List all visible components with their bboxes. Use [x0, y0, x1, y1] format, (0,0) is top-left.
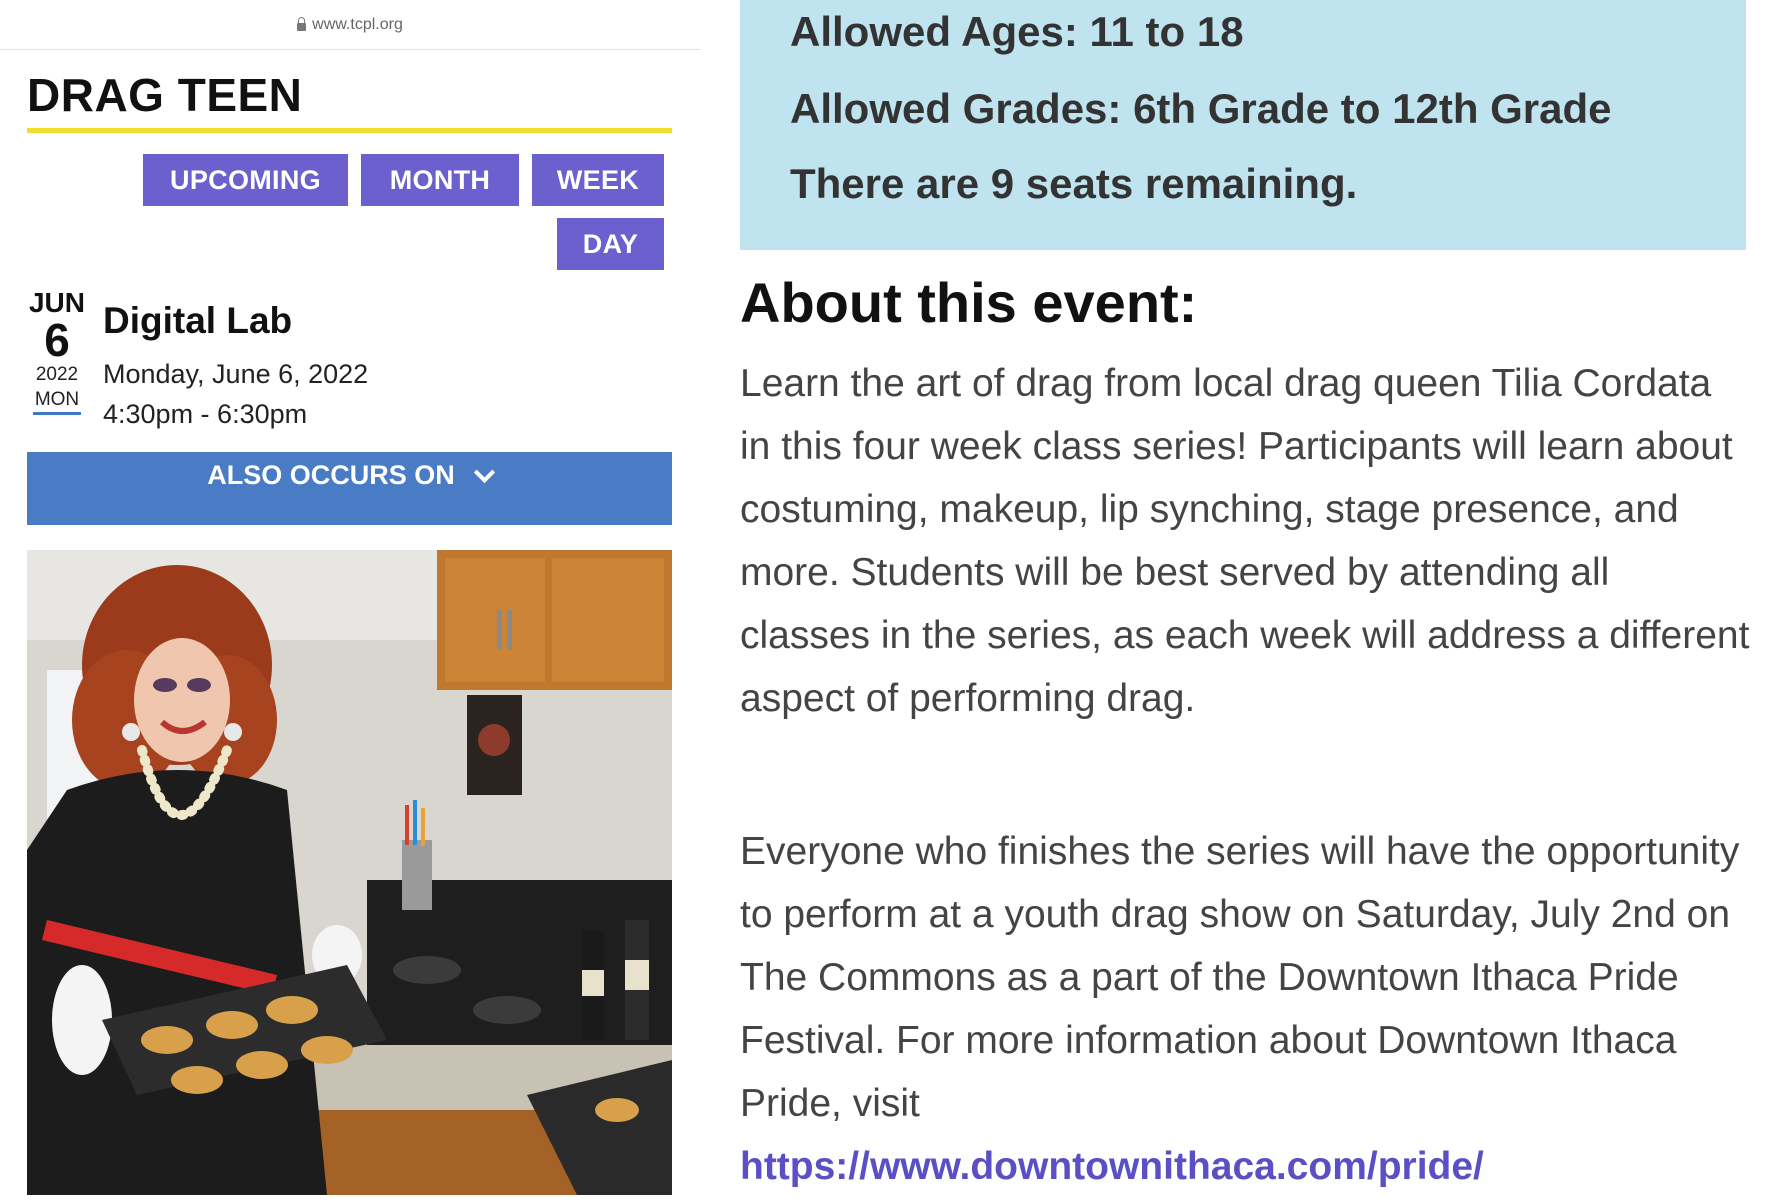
browser-url-bar[interactable] [0, 0, 700, 50]
month-button[interactable]: MONTH [361, 154, 519, 206]
upcoming-button[interactable]: UPCOMING [143, 154, 348, 206]
allowed-grades: Allowed Grades: 6th Grade to 12th Grade [790, 85, 1612, 132]
week-button[interactable]: WEEK [532, 154, 664, 206]
event-location: Digital Lab [103, 300, 293, 341]
also-occurs-label: ALSO OCCURS ON [207, 460, 455, 490]
registration-info-box [740, 0, 1746, 250]
date-day: 6 [44, 314, 70, 366]
event-photo [27, 550, 672, 1195]
pride-link[interactable]: https://www.downtownithaca.com/pride/ [740, 1145, 1484, 1188]
about-paragraph-2 [740, 820, 1750, 1198]
title-underline [27, 128, 672, 133]
about-paragraph-2-text: Everyone who finishes the series will have the opportunity to perform at a youth drag show on Saturday, July 2nd on The Commons as a part of the Downtown Ithaca Pride Festival. For more information about Downtown Ithaca Pride, visit [740, 830, 1740, 1125]
about-paragraph-1: Learn the art of drag from local drag queen Tilia Cordata in this four week class series! Participants will learn about costuming, makeup, lip synching, stage presence, and more. Students will be best served by attending all classes in the series, as each week will address a different aspect of performing drag. [740, 362, 1750, 720]
event-date-badge [27, 288, 87, 415]
day-button[interactable]: DAY [557, 218, 664, 270]
event-details-pane [740, 0, 1773, 1202]
page-title: DRAG TEEN [27, 69, 303, 121]
event-date: Monday, June 6, 2022 [103, 359, 369, 389]
date-month: JUN [28, 287, 85, 318]
event-time: 4:30pm - 6:30pm [103, 399, 308, 429]
about-heading: About this event: [740, 271, 1198, 334]
url-text: www.tcpl.org [312, 15, 403, 33]
seats-remaining: There are 9 seats remaining. [790, 160, 1358, 207]
allowed-ages: Allowed Ages: 11 to 18 [790, 8, 1244, 55]
chevron-down-icon [474, 462, 495, 483]
date-year: 2022 [35, 364, 79, 385]
also-occurs-on-toggle[interactable] [27, 452, 672, 525]
event-listing-pane [0, 0, 700, 1202]
lock-icon [297, 23, 306, 31]
date-weekday: MON [33, 388, 81, 415]
